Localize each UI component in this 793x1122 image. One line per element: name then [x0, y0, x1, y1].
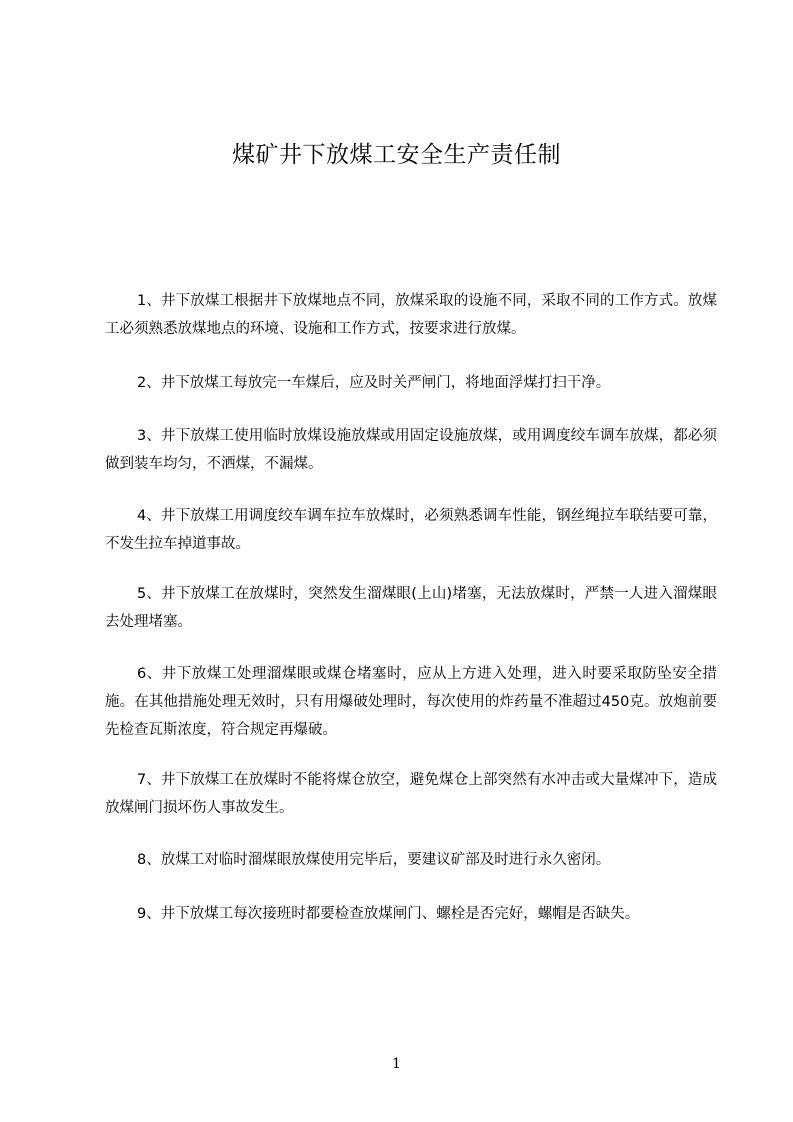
document-title: 煤矿井下放煤工安全生产责任制	[232, 142, 561, 168]
paragraph-3: 3、井下放煤工使用临时放煤设施放煤或用固定设施放煤，或用调度绞车调车放煤，都必须做到装车均匀，不洒煤，不漏煤。	[105, 428, 717, 472]
paragraph-7: 7、井下放煤工在放煤时不能将煤仓放空，避免煤仓上部突然有水冲击或大量煤冲下，造成放煤闸门损坏伤人事故发生。	[105, 772, 717, 816]
paragraph-8: 8、放煤工对临时溜煤眼放煤使用完毕后，要建议矿部及时进行永久密闭。	[137, 852, 611, 868]
page-number: 1	[392, 1056, 401, 1072]
paragraph-9: 9、井下放煤工每次接班时都要检查放煤闸门、螺栓是否完好，螺帽是否缺失。	[137, 906, 640, 922]
paragraph-5: 5、井下放煤工在放煤时，突然发生溜煤眼(上山)堵塞，无法放煤时，严禁一人进入溜煤眼去处理堵塞。	[105, 586, 717, 630]
paragraph-2: 2、井下放煤工每放完一车煤后，应及时关严闸门，将地面浮煤打扫干净。	[137, 375, 611, 391]
paragraph-6: 6、井下放煤工处理溜煤眼或煤仓堵塞时，应从上方进入处理，进入时要采取防坠安全措施。在其他措施处理无效时，只有用爆破处理时，每次使用的炸药量不准超过450克。放炮前要先检查瓦斯浓度，符合规定再爆破。	[105, 666, 717, 738]
paragraph-4: 4、井下放煤工用调度绞车调车拉车放煤时，必须熟悉调车性能，钢丝绳拉车联结要可靠，不发生拉车掉道事故。	[105, 508, 717, 552]
paragraph-1: 1、井下放煤工根据井下放煤地点不同，放煤采取的设施不同，采取不同的工作方式。放煤工必须熟悉放煤地点的环境、设施和工作方式，按要求进行放煤。	[105, 293, 717, 337]
